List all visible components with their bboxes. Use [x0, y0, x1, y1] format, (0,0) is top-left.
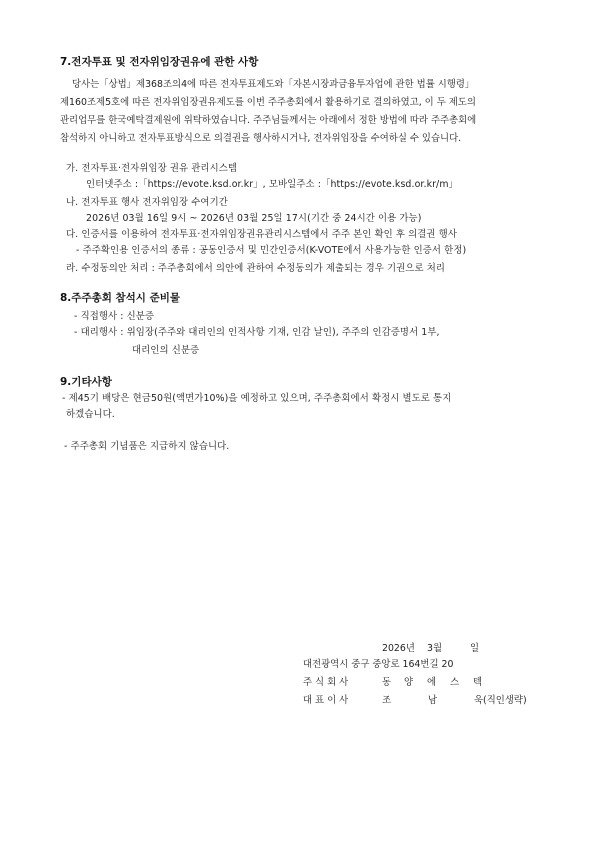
item-ra: 라. 수정동의안 처리 : 주주총회에서 의안에 관하여 수정동의가 제출되는 경우 기권으로 처리: [66, 263, 446, 274]
ceo-name-part-2: 남: [428, 695, 438, 706]
date-year: 2026년: [382, 643, 415, 654]
item-ga-title: 가. 전자투표·전자위임장 권유 관리시스템: [66, 163, 238, 174]
item-da-detail: - 주주확인용 인증서의 종류 : 공동인증서 및 민간인증서(K-VOTE에서 사용가능한 인증서 한정): [76, 245, 467, 256]
proxy-attendance-line-1: - 대리행사 : 위임장(주주와 대리인의 인적사항 기재, 인감 날인), 주주의 인감증명서 1부,: [74, 327, 440, 338]
proxy-attendance-line-2: 대리인의 신분증: [132, 345, 200, 356]
company-name-char-5: 텍: [473, 677, 483, 688]
section-7-paragraph-line-3: 관리업무를 한국예탁결제원에 위탁하였습니다. 주주님들께서는 아래에서 정한 방법에 따라 주주총회에: [60, 115, 477, 126]
item-ga-detail: 인터넷주소 :「https://evote.ksd.or.kr」, 모바일주소 :「https://evote.ksd.or.kr/m」: [86, 179, 459, 190]
dividend-line-2: 하겠습니다.: [66, 409, 115, 420]
ceo-label: 대 표 이 사: [303, 695, 349, 706]
dividend-line-1: - 제45기 배당은 현금50원(액면가10%)을 예정하고 있으며, 주주총회에서 확정시 별도로 통지: [62, 393, 452, 404]
item-na-title: 나. 전자투표 행사 전자위임장 수여기간: [66, 197, 228, 208]
company-address: 대전광역시 중구 중앙로 164번길 20: [303, 659, 454, 670]
company-label: 주 식 회 사: [303, 677, 349, 688]
date-month: 3월: [427, 643, 443, 654]
direct-attendance: - 직접행사 : 신분증: [74, 311, 155, 322]
company-name-char-1: 동: [382, 677, 392, 688]
section-8-title: 8.주주총회 참석시 준비물: [60, 292, 181, 304]
ceo-name-part-3: 욱(직인생략): [474, 695, 527, 706]
section-7-paragraph-line-1: 당사는「상법」제368조의4에 따른 전자투표제도와「자본시장과금융투자업에 관한 법률 시행령」: [72, 79, 475, 90]
section-7-paragraph-line-2: 제160조제5호에 따른 전자위임장권유제도를 이번 주주총회에서 활용하기로 결의하였고, 이 두 제도의: [60, 97, 476, 108]
company-name-char-2: 양: [404, 677, 414, 688]
section-7-paragraph-line-4: 참석하지 아니하고 전자투표방식으로 의결권을 행사하시거나, 전자위임장을 수여하실 수 있습니다.: [60, 133, 462, 144]
ceo-name-part-1: 조: [382, 695, 392, 706]
company-name-char-3: 에: [427, 677, 437, 688]
item-da-title: 다. 인증서를 이용하여 전자투표·전자위임장권유관리시스템에서 주주 본인 확인 후 의결권 행사: [66, 229, 457, 240]
company-name-char-4: 스: [450, 677, 460, 688]
section-7-title: 7.전자투표 및 전자위임장권유에 관한 사항: [60, 56, 259, 68]
date-day: 일: [470, 643, 480, 654]
item-na-detail: 2026년 03월 16일 9시 ~ 2026년 03월 25일 17시(기간 중 24시간 이용 가능): [86, 213, 422, 224]
section-9-title: 9.기타사항: [60, 376, 112, 388]
gift-notice: - 주주총회 기념품은 지급하지 않습니다.: [64, 441, 230, 452]
